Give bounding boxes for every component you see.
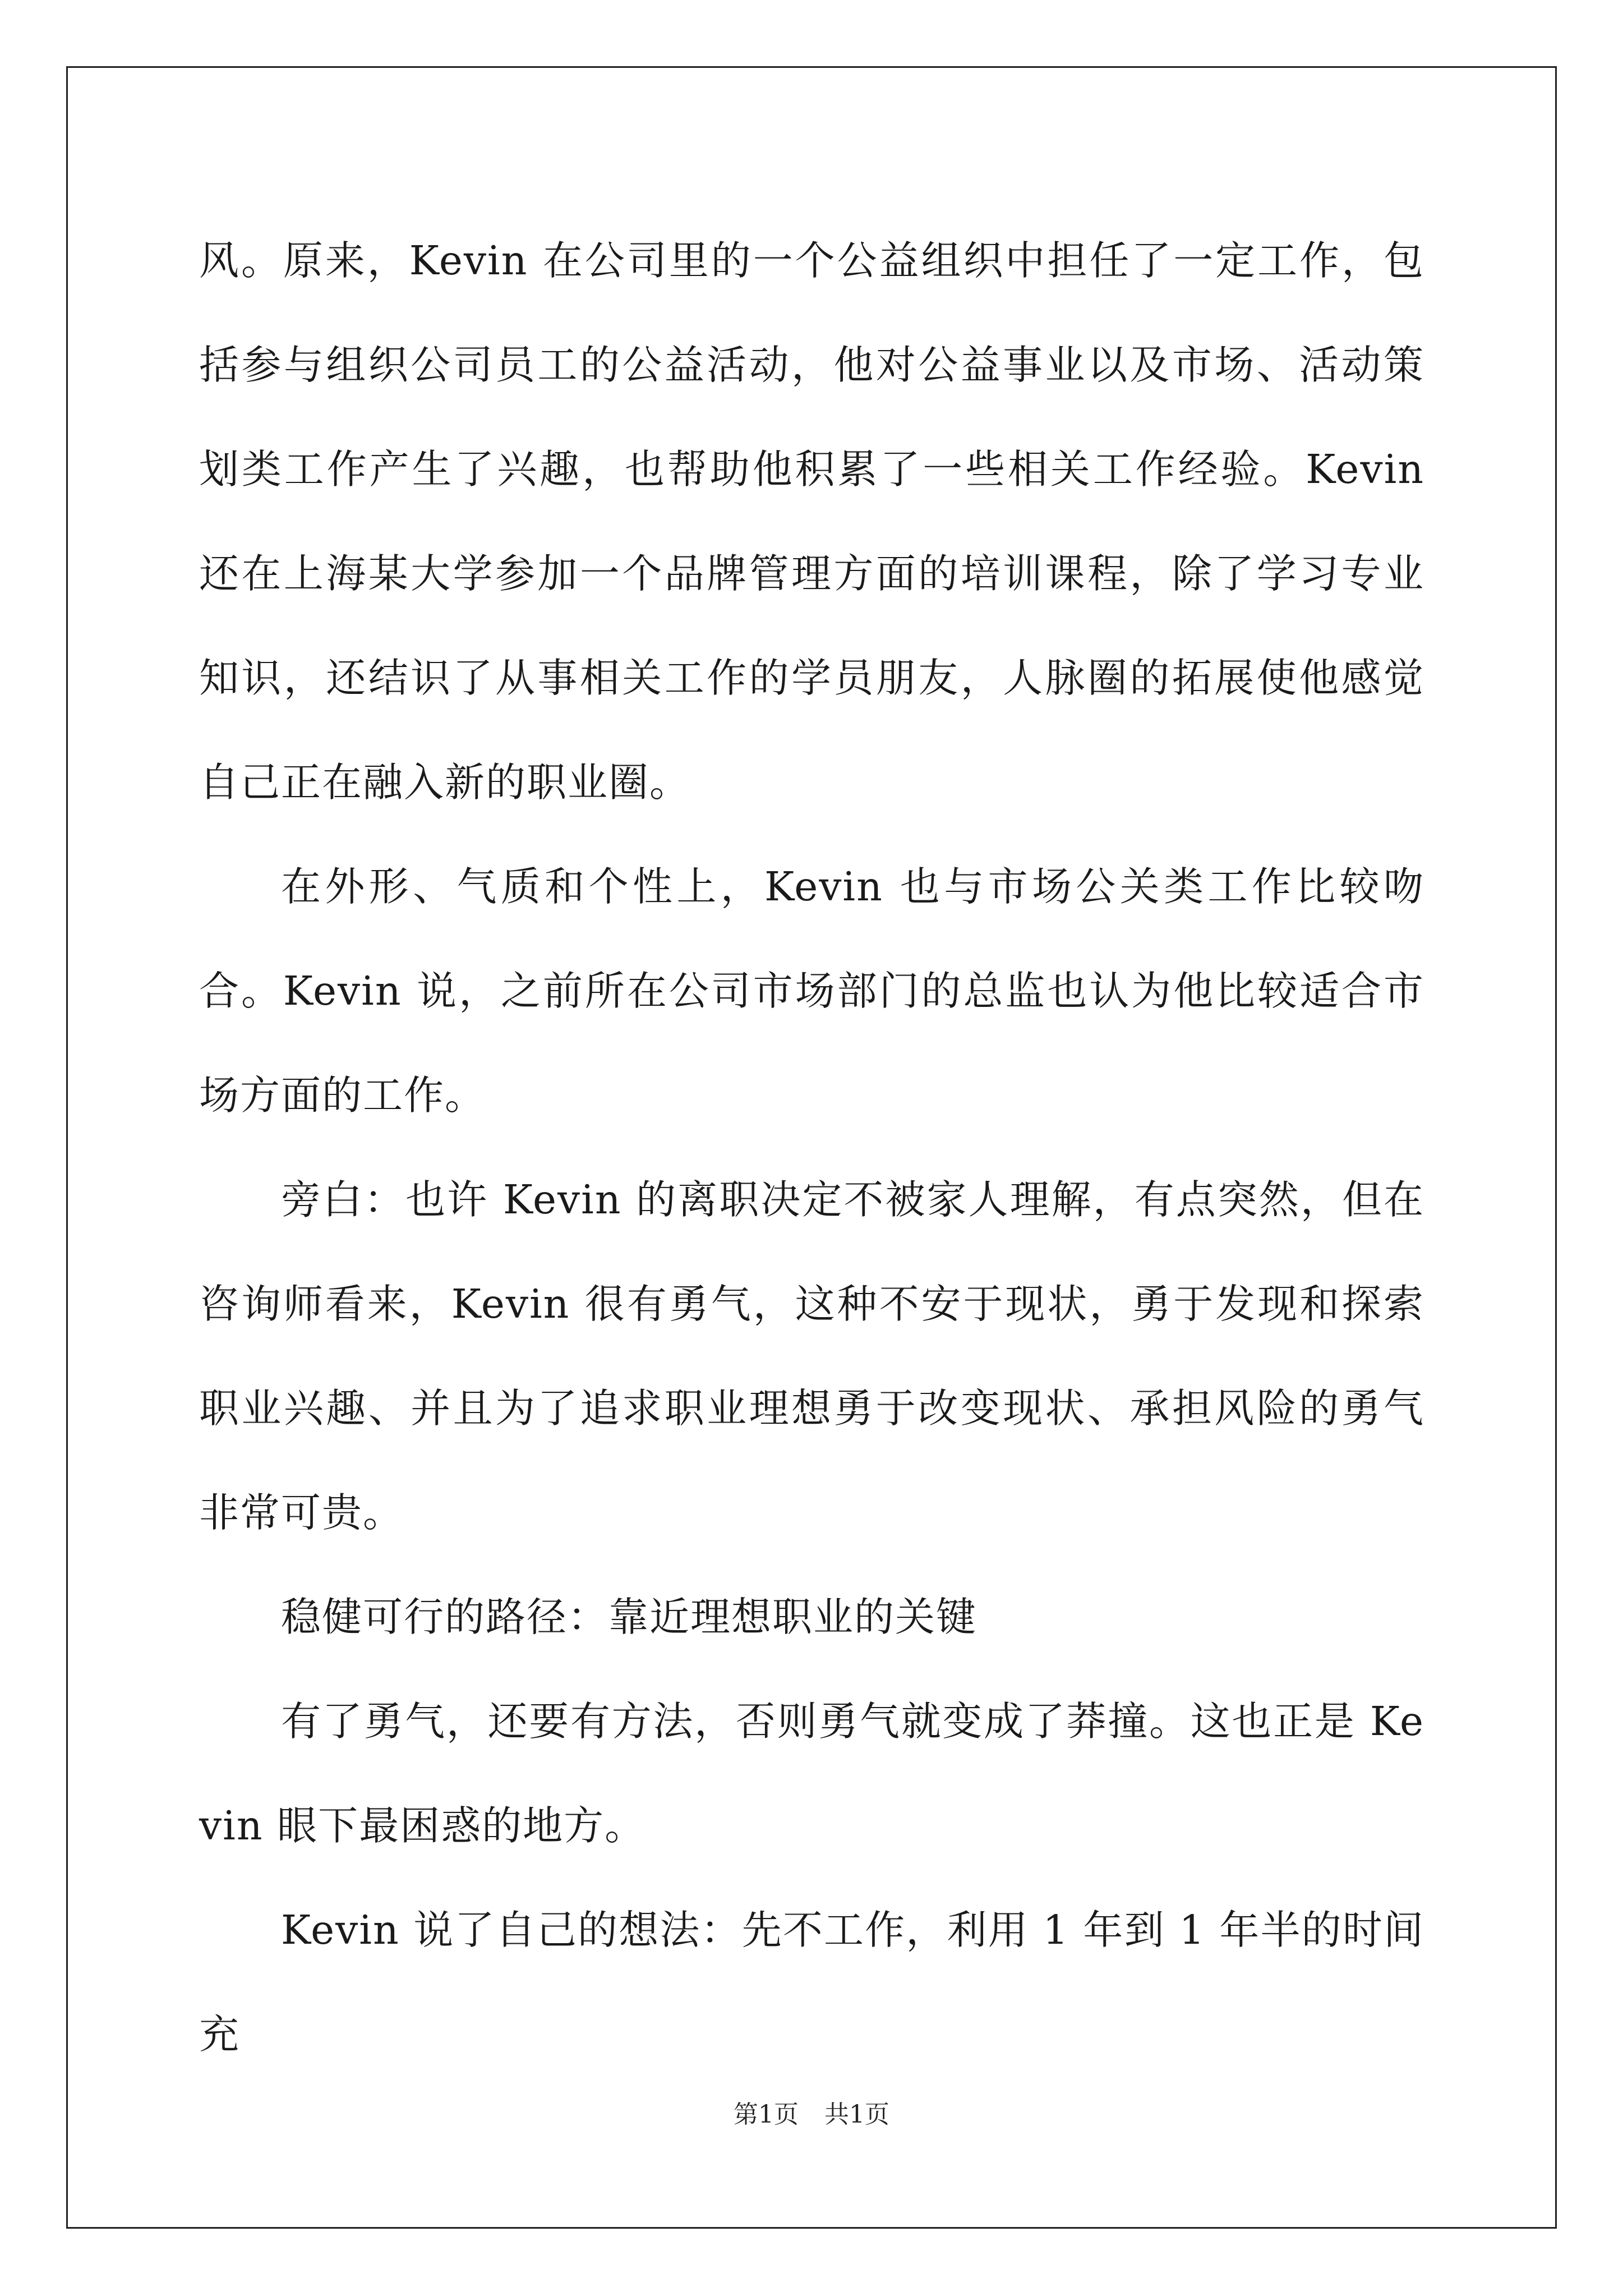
paragraph-5: Kevin 说了自己的想法：先不工作，利用 1 年到 1 年半的时间充 bbox=[199, 1907, 1424, 2058]
paragraph-2: 在外形、气质和个性上，Kevin 也与市场公关类工作比较吻合。Kevin 说，之前所在公司市场部门的总监也认为他比较适合市场方面的工作。 bbox=[199, 863, 1424, 1119]
page-number: 第1页 bbox=[734, 2100, 799, 2129]
paragraph-3: 旁白：也许 Kevin 的离职决定不被家人理解，有点突然，但在咨询师看来，Kevin 很有勇气，这种不安于现状，勇于发现和探索职业兴趣、并且为了追求职业理想勇于改变现状、承担风险的勇气非常可贵。 bbox=[199, 1176, 1424, 1536]
paragraph-1: 风。原来，Kevin 在公司里的一个公益组织中担任了一定工作，包括参与组织公司员工的公益活动，他对公益事业以及市场、活动策划类工作产生了兴趣，也帮助他积累了一些相关工作经验。Kevin 还在上海某大学参加一个品牌管理方面的培训课程，除了学习专业知识，还结识了从事相关工作的学员朋友，人脉圈的拓展使他感觉自己正在融入新的职业圈。 bbox=[199, 237, 1424, 806]
section-heading: 稳健可行的路径：靠近理想职业的关键 bbox=[281, 1594, 978, 1640]
document-body bbox=[199, 209, 1424, 2087]
paragraph-4: 有了勇气，还要有方法，否则勇气就变成了莽撞。这也正是 Kevin 眼下最困惑的地方。 bbox=[199, 1698, 1424, 1849]
page-total: 共1页 bbox=[824, 2100, 889, 2129]
page-footer bbox=[0, 2098, 1623, 2132]
